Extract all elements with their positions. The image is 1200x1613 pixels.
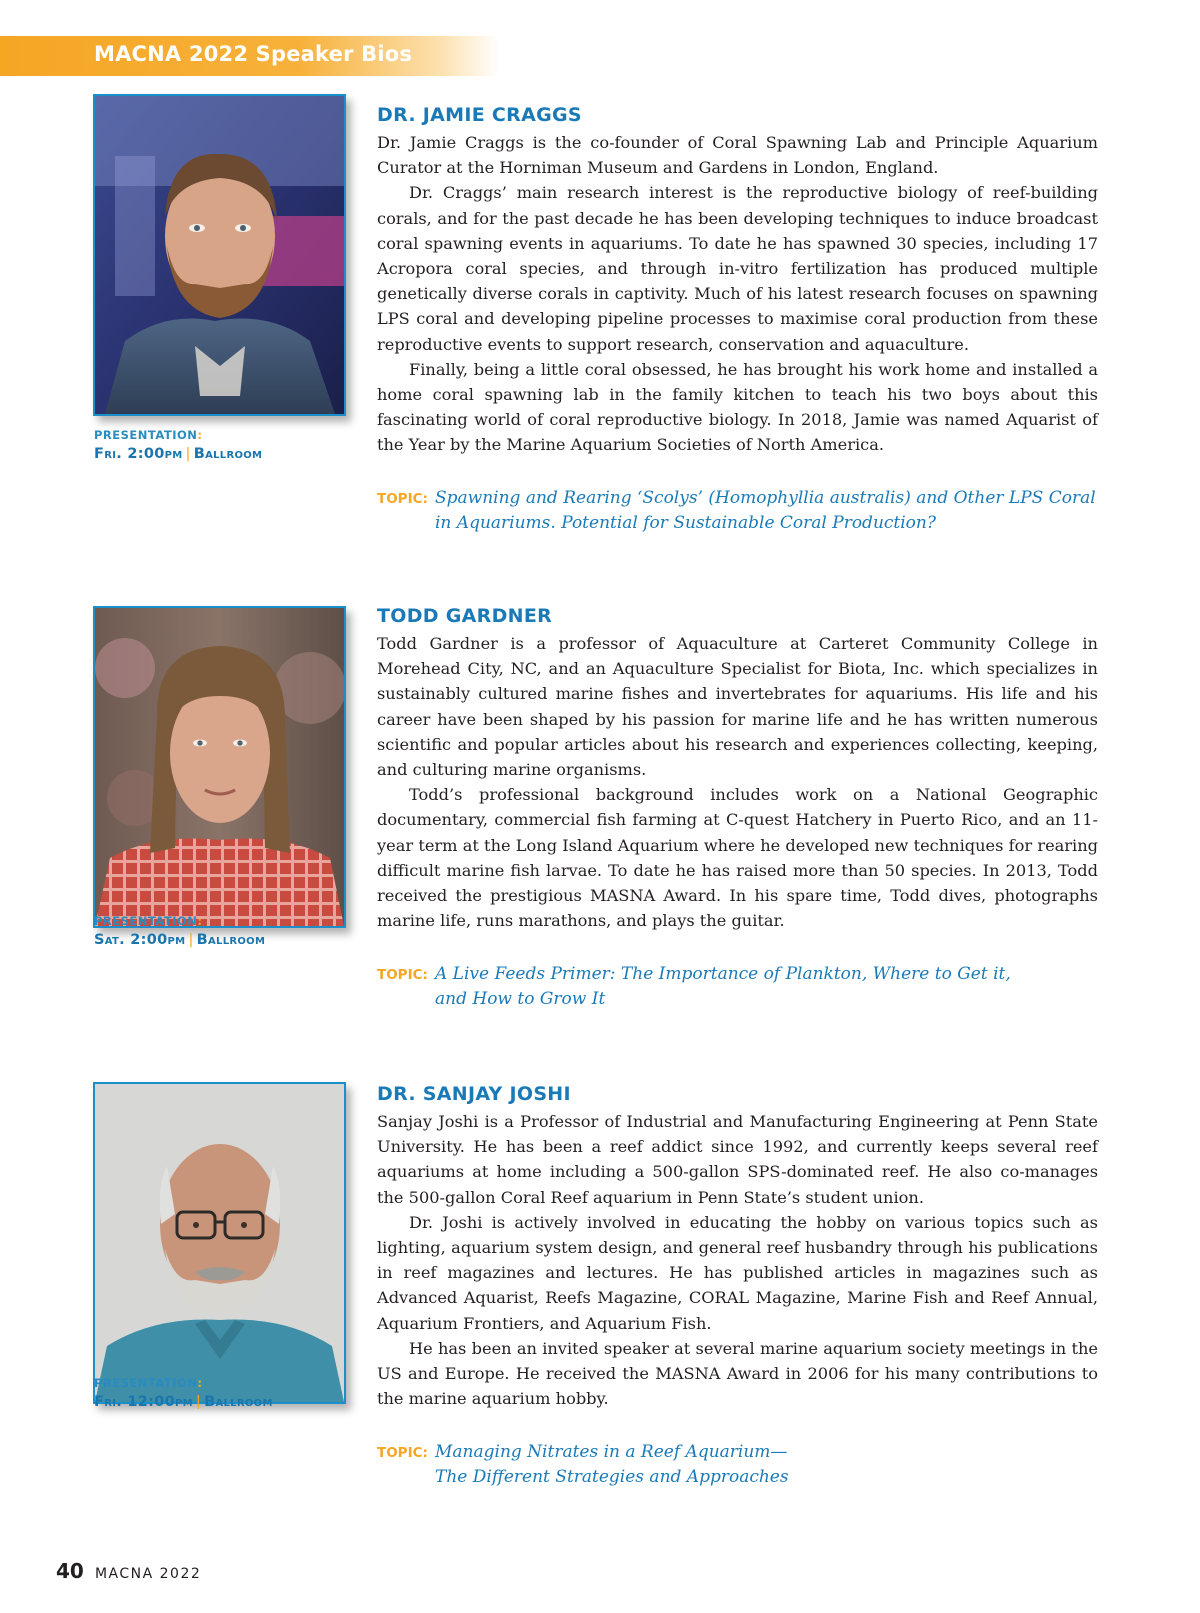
presentation-room: Ballroom (193, 446, 263, 462)
presentation-info-gardner: PRESENTATION: Sat. 2:00pm | Ballroom (94, 914, 266, 948)
presentation-room: Ballroom (196, 932, 266, 948)
bio-paragraph: Dr. Craggs’ main research interest is the reproductive biology of reef-building corals, and for the past decade he has been developing techniques to induce broadcast coral spawning events in aquariums. To date he has spawned 30 species, including 17 Acropora coral species, and through in-vitro fertilization has produced multiple genetically diverse corals in captivity. Much of his latest research focuses on spawning LPS coral and developing pipeline processes to maximise coral production from these reproductive events to support research, conservation and aquaculture. (377, 183, 1098, 354)
presentation-info-joshi: PRESENTATION: Fri. 12:00pm | Ballroom (94, 1376, 273, 1410)
header-banner (0, 36, 500, 76)
bio-paragraph: Finally, being a little coral obsessed, he has brought his work home and installed a home coral spawning lab in the family kitchen to teach his two boys about this fascinating world of coral reproductive biology. In 2018, Jamie was named Aquarist of the Year by the Marine Aquarium Societies of North America. (377, 359, 1098, 455)
presentation-room: Ballroom (204, 1394, 273, 1410)
speaker-bio-craggs (377, 104, 1098, 458)
topic-title-line-2: in Aquariums. Potential for Sustainable Coral Production? (435, 513, 936, 533)
page-number: 40 (56, 1559, 84, 1583)
topic-title-line-1: A Live Feeds Primer: The Importance of Plankton, Where to Get it, (435, 964, 1011, 984)
topic-title-line-2: and How to Grow It (435, 989, 606, 1009)
presentation-topic-craggs (377, 486, 1098, 536)
presentation-day-time: Sat. 2:00pm (94, 932, 186, 948)
topic-label: TOPIC: (377, 1445, 428, 1461)
topic-title-line-1: Spawning and Rearing ‘Scolys’ (Homophyllia australis) and Other LPS Coral (435, 488, 1096, 508)
topic-title-line-1: Managing Nitrates in a Reef Aquarium— (435, 1442, 788, 1462)
presentation-label: PRESENTATION (94, 1376, 198, 1390)
presentation-topic-joshi (377, 1440, 1098, 1490)
speaker-photo-jamie-craggs (93, 94, 346, 416)
bio-paragraph: Todd’s professional background includes work on a National Geographic documentary, commercial fish farming at C-quest Hatchery in Puerto Rico, and an 11-year term at the Long Island Aquarium where he developed new techniques for rearing difficult marine fish larvae. To date he has raised more than 50 species. In 2013, Todd received the prestigious MASNA Award. In his spare time, Todd dives, photographs marine life, runs marathons, and plays the guitar. (377, 785, 1098, 931)
topic-label: TOPIC: (377, 967, 428, 983)
presentation-label: PRESENTATION (94, 428, 198, 442)
bio-paragraph: Todd Gardner is a professor of Aquaculture at Carteret Community College in Morehead City, NC, and an Aquaculture Specialist for Biota, Inc. which specializes in sustainably cultured marine fishes and invertebrates for aquariums. His life and his career have been shaped by his passion for marine life and he has written numerous scientific and popular articles about his research and experiences collecting, keeping, and culturing marine organisms. (377, 634, 1098, 780)
speaker-photo-todd-gardner (93, 606, 346, 928)
speaker-bio-joshi (377, 1083, 1098, 1411)
bio-paragraph: Sanjay Joshi is a Professor of Industrial and Manufacturing Engineering at Penn State University. He has been a reef addict since 1992, and currently keeps several reef aquariums at home including a 500-gallon SPS-dominated reef. He also co-manages the 500-gallon Coral Reef aquarium in Penn State’s student union. (377, 1112, 1098, 1207)
topic-label: TOPIC: (377, 491, 428, 507)
speaker-photo-sanjay-joshi (93, 1082, 346, 1404)
speaker-name: DR. JAMIE CRAGGS (377, 104, 582, 126)
presentation-info-craggs: PRESENTATION: Fri. 2:00pm | Ballroom (94, 428, 263, 462)
page-footer (56, 1559, 201, 1583)
speaker-name: TODD GARDNER (377, 605, 553, 627)
footer-publication: MACNA 2022 (94, 1566, 202, 1582)
topic-title-line-2: The Different Strategies and Approaches (435, 1467, 789, 1487)
speaker-bio-gardner (377, 605, 1098, 933)
presentation-label: PRESENTATION (94, 914, 198, 928)
page-section-title: MACNA 2022 Speaker Bios (94, 42, 413, 66)
presentation-day-time: Fri. 12:00pm (94, 1394, 193, 1410)
bio-paragraph: He has been an invited speaker at several marine aquarium society meetings in the US and Europe. He received the MASNA Award in 2006 for his many contributions to the marine aquarium hobby. (377, 1338, 1098, 1409)
bio-paragraph: Dr. Jamie Craggs is the co-founder of Coral Spawning Lab and Principle Aquarium Curator at the Horniman Museum and Gardens in London, England. (377, 133, 1098, 178)
speaker-name: DR. SANJAY JOSHI (377, 1083, 571, 1105)
presentation-topic-gardner (377, 962, 1098, 1012)
bio-paragraph: Dr. Joshi is actively involved in educating the hobby on various topics such as lighting, aquarium system design, and general reef husbandry through his publications in reef magazines and lectures. He has published articles in magazines such as Advanced Aquarist, Reefs Magazine, CORAL Magazine, Marine Fish and Reef Annual, Aquarium Frontiers, and Aquarium Fish. (377, 1212, 1098, 1333)
presentation-day-time: Fri. 2:00pm (94, 446, 183, 462)
